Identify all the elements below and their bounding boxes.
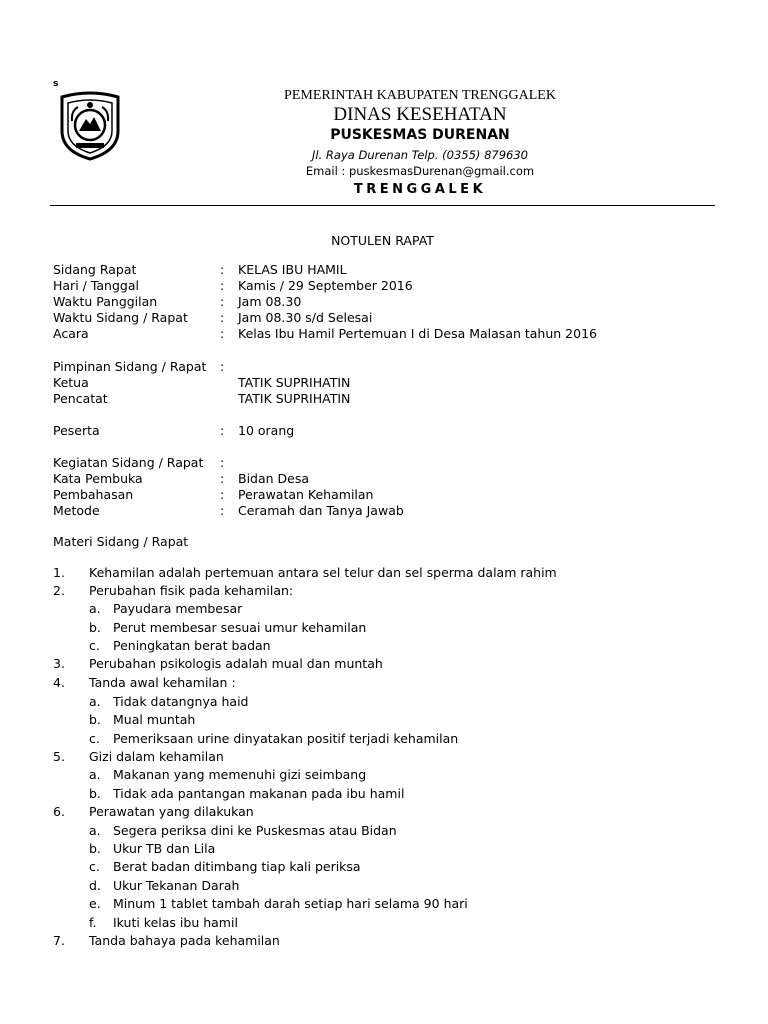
- sidang-value: KELAS IBU HAMIL: [238, 262, 347, 277]
- colon: :: [220, 455, 225, 470]
- metode-label: Metode: [53, 503, 100, 518]
- colon: :: [220, 326, 225, 341]
- colon: :: [220, 262, 225, 277]
- sublist-letter: b.: [89, 620, 101, 635]
- pimpinan-label: Pimpinan Sidang / Rapat: [53, 359, 207, 374]
- sublist-letter: c.: [89, 638, 100, 653]
- pembuka-value: Bidan Desa: [238, 471, 310, 486]
- pencatat-label: Pencatat: [53, 391, 108, 406]
- colon: :: [220, 471, 225, 486]
- sublist-item: Pemeriksaan urine dinyatakan positif terjadi kehamilan: [113, 731, 459, 746]
- list-item: Perubahan psikologis adalah mual dan muntah: [89, 656, 383, 671]
- list-number: 4.: [53, 675, 65, 690]
- sublist-letter: c.: [89, 731, 100, 746]
- colon: :: [220, 278, 225, 293]
- pembahasan-label: Pembahasan: [53, 487, 134, 502]
- list-number: 7.: [53, 933, 65, 948]
- government-name: PEMERINTAH KABUPATEN TRENGGALEK: [284, 88, 556, 103]
- sublist-item: Tidak ada pantangan makanan pada ibu hamil: [113, 786, 405, 801]
- hari-value: Kamis / 29 September 2016: [238, 278, 413, 293]
- metode-value: Ceramah dan Tanya Jawab: [238, 503, 404, 518]
- sublist-item: Perut membesar sesuai umur kehamilan: [113, 620, 367, 635]
- sublist-item: Mual muntah: [113, 712, 196, 727]
- ketua-label: Ketua: [53, 375, 89, 390]
- colon: :: [220, 423, 225, 438]
- sublist-item: Peningkatan berat badan: [113, 638, 271, 653]
- colon: :: [220, 294, 225, 309]
- sublist-letter: d.: [89, 878, 101, 893]
- sublist-letter: b.: [89, 841, 101, 856]
- sublist-item: Tidak datangnya haid: [113, 694, 249, 709]
- list-item: Perawatan yang dilakukan: [89, 804, 254, 819]
- sublist-letter: a.: [89, 767, 101, 782]
- address-line: Jl. Raya Durenan Telp. (0355) 879630: [312, 148, 528, 162]
- waktu-value: Jam 08.30 s/d Selesai: [238, 310, 373, 325]
- materi-title: Materi Sidang / Rapat: [53, 534, 189, 549]
- ketua-value: TATIK SUPRIHATIN: [238, 375, 351, 390]
- sublist-item: Payudara membesar: [113, 601, 243, 616]
- list-number: 5.: [53, 749, 65, 764]
- kegiatan-label: Kegiatan Sidang / Rapat: [53, 455, 204, 470]
- list-number: 1.: [53, 565, 65, 580]
- panggilan-value: Jam 08.30: [238, 294, 302, 309]
- list-item: Tanda bahaya pada kehamilan: [89, 933, 280, 948]
- email-line: Email : puskesmasDurenan@gmail.com: [305, 164, 535, 178]
- colon: :: [220, 359, 225, 374]
- list-item: Gizi dalam kehamilan: [89, 749, 224, 764]
- list-item: Perubahan fisik pada kehamilan:: [89, 583, 294, 598]
- hari-label: Hari / Tanggal: [53, 278, 139, 293]
- document-title: NOTULEN RAPAT: [331, 233, 434, 248]
- colon: :: [220, 503, 225, 518]
- panggilan-label: Waktu Panggilan: [53, 294, 158, 309]
- pembuka-label: Kata Pembuka: [53, 471, 143, 486]
- peserta-label: Peserta: [53, 423, 100, 438]
- waktu-label: Waktu Sidang / Rapat: [53, 310, 188, 325]
- sublist-item: Ukur Tekanan Darah: [113, 878, 240, 893]
- peserta-value: 10 orang: [238, 423, 295, 438]
- page-mark: s: [53, 79, 59, 89]
- sublist-letter: a.: [89, 823, 101, 838]
- sublist-item: Makanan yang memenuhi gizi seimbang: [113, 767, 367, 782]
- list-number: 3.: [53, 656, 65, 671]
- sublist-letter: e.: [89, 896, 101, 911]
- city-name: TRENGGALEK: [353, 182, 487, 197]
- acara-label: Acara: [53, 326, 89, 341]
- regency-emblem-icon: [58, 91, 122, 161]
- sidang-label: Sidang Rapat: [53, 262, 137, 277]
- list-number: 6.: [53, 804, 65, 819]
- sublist-letter: f.: [89, 915, 97, 930]
- list-number: 2.: [53, 583, 65, 598]
- sublist-letter: b.: [89, 786, 101, 801]
- list-item: Kehamilan adalah pertemuan antara sel telur dan sel sperma dalam rahim: [89, 565, 557, 580]
- sublist-item: Ikuti kelas ibu hamil: [113, 915, 238, 930]
- pembahasan-value: Perawatan Kehamilan: [238, 487, 374, 502]
- acara-value: Kelas Ibu Hamil Pertemuan I di Desa Malasan tahun 2016: [238, 326, 597, 341]
- agency-name: DINAS KESEHATAN: [333, 104, 507, 125]
- colon: :: [220, 487, 225, 502]
- sublist-letter: b.: [89, 712, 101, 727]
- sublist-item: Ukur TB dan Lila: [113, 841, 216, 856]
- pencatat-value: TATIK SUPRIHATIN: [238, 391, 351, 406]
- sublist-letter: a.: [89, 601, 101, 616]
- list-item: Tanda awal kehamilan :: [89, 675, 236, 690]
- sublist-letter: a.: [89, 694, 101, 709]
- sublist-item: Berat badan ditimbang tiap kali periksa: [113, 859, 361, 874]
- unit-name: PUSKESMAS DURENAN: [330, 127, 510, 143]
- colon: :: [220, 310, 225, 325]
- sublist-item: Minum 1 tablet tambah darah setiap hari selama 90 hari: [113, 896, 468, 911]
- sublist-item: Segera periksa dini ke Puskesmas atau Bidan: [113, 823, 397, 838]
- sublist-letter: c.: [89, 859, 100, 874]
- header-divider: [50, 205, 715, 206]
